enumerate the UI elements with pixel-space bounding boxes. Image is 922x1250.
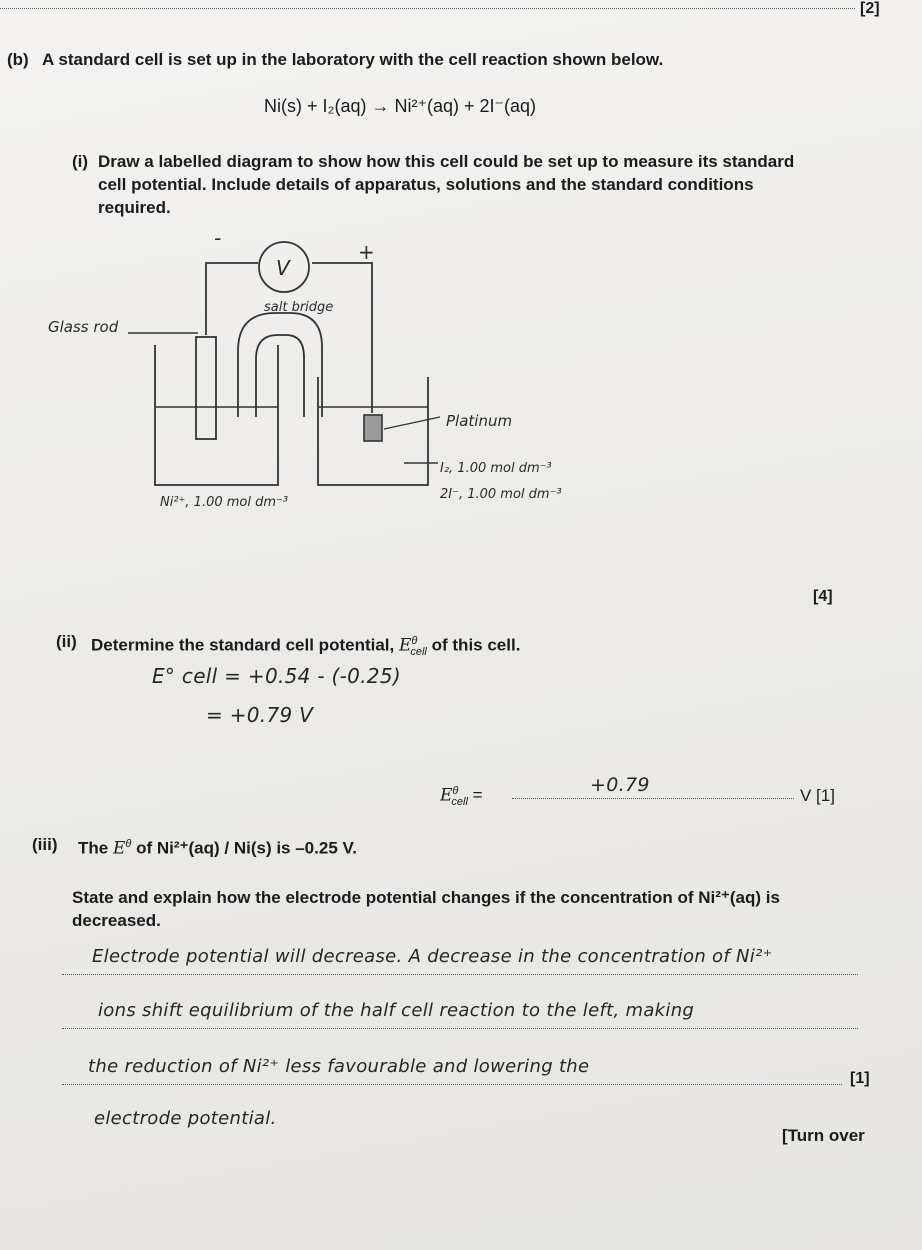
answer-symbol-sub: cell [451,796,468,809]
platinum-electrode [364,415,382,441]
part-ii-symbol: E [398,635,412,656]
part-i-question-line1: Draw a labelled diagram to show how this cell could be set up to measure its standard [98,152,795,171]
part-iii-stem [78,833,357,861]
part-iii-question-line1: State and explain how the electrode potential changes if the concentration of Ni²⁺(aq) is [72,888,780,907]
part-i-question-line3: required. [98,198,171,217]
answer-text-line-1: Electrode potential will decrease. A decrease in the concentration of Ni²⁺ [92,946,773,967]
right-solution-label-2: 2I⁻, 1.00 mol dm⁻³ [440,487,562,502]
part-i-label: (i) [72,152,89,171]
part-i-marks: [4] [813,588,833,605]
part-iii-stem-suffix: of Ni²⁺(aq) / Ni(s) is –0.25 V. [136,838,357,858]
left-solution-label: Ni²⁺, 1.00 mol dm⁻³ [160,495,289,510]
part-iii-symbol: E [112,838,126,859]
turn-over-label: [Turn over [782,1126,865,1145]
glass-rod-label: Glass rod [48,318,119,336]
wire-left [206,263,258,335]
part-b-intro: A standard cell is set up in the laboratory with the cell reaction shown below. [42,50,664,69]
answer-equals: = [472,785,483,805]
nickel-electrode [196,337,216,439]
salt-bridge-outer [238,313,322,417]
working-line-2: = +0.79 V [206,703,314,727]
platinum-pointer [384,417,440,429]
part-iii-question-line2: decreased. [72,911,161,930]
part-iii-question [72,886,872,932]
cell-diagram [0,215,922,585]
ecell-answer-value: +0.79 [590,774,650,796]
ecell-answer-line [512,778,794,799]
answer-line-1 [62,974,858,975]
part-iii-label: (iii) [32,835,58,854]
part-b-label: (b) [7,50,29,69]
salt-bridge-label: salt bridge [264,300,334,315]
top-dotted-line [0,8,855,9]
answer-line-3 [62,1084,842,1085]
part-ii-label: (ii) [56,632,77,651]
previous-marks: [2] [860,0,880,17]
part-ii-question-prefix: Determine the standard cell potential, [91,635,395,655]
positive-terminal-label: + [358,240,375,264]
answer-symbol-sup: θ [452,785,459,797]
working-line-1: E° cell = +0.54 - (-0.25) [152,664,401,688]
answer-text-line-2: ions shift equilibrium of the half cell reaction to the left, making [98,1000,695,1021]
right-solution-label-1: I₂, 1.00 mol dm⁻³ [440,461,552,476]
part-iii-symbol-sup: θ [125,838,132,850]
part-ii-question-suffix: of this cell. [431,635,521,655]
part-ii-question [91,630,520,664]
platinum-label: Platinum [446,412,513,430]
part-i-question [98,150,888,219]
part-iii-stem-prefix: The [78,838,109,858]
cell-reaction-equation: Ni(s) + I₂(aq) → Ni²⁺(aq) + 2I⁻(aq) [264,96,537,116]
answer-line-2 [62,1028,858,1029]
voltmeter-label: V [276,256,290,280]
ecell-answer-label [440,780,483,814]
part-i-question-line2: cell potential. Include details of apparatus, solutions and the standard conditions [98,175,754,194]
answer-text-line-3: the reduction of Ni²⁺ less favourable and lowering the [88,1056,590,1077]
part-ii-symbol-sub: cell [410,646,427,659]
answer-symbol: E [440,785,453,806]
part-iii-marks: [1] [850,1070,870,1087]
salt-bridge-inner [256,335,304,417]
negative-terminal-label: - [214,226,222,250]
answer-text-line-4: electrode potential. [94,1108,277,1129]
part-ii-symbol-sup: θ [411,635,418,647]
part-ii-unit-marks: V [1] [800,786,835,805]
